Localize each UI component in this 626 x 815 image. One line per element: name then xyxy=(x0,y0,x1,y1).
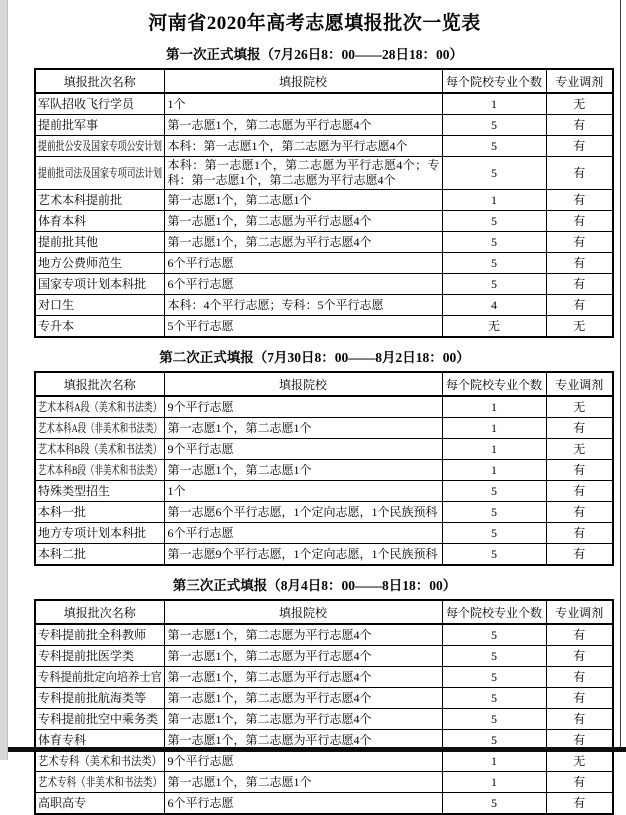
batch-name-text: 特殊类型招生 xyxy=(38,483,111,498)
table-cell: 5 xyxy=(442,688,546,709)
batch-name-text: 艺术本科A段（美术和书法类） xyxy=(38,399,162,414)
batch-name-text: 高职高专 xyxy=(38,795,87,810)
table-cell: 5 xyxy=(442,730,546,751)
column-header: 每个院校专业个数 xyxy=(442,69,546,93)
table-cell: 9个平行志愿 xyxy=(164,751,442,772)
table-cell: 有 xyxy=(546,624,613,646)
column-header: 填报批次名称 xyxy=(35,372,164,396)
table-row xyxy=(35,115,613,136)
table-cell: 5 xyxy=(442,211,546,232)
table-cell: 第一志愿1个，第二志愿为平行志愿4个 xyxy=(164,115,442,136)
table-cell: 5 xyxy=(442,502,546,523)
table-row xyxy=(35,93,613,115)
section-heading: 第二次正式填报（7月30日8：00——8月2日18：00） xyxy=(159,350,470,365)
table-cell: 1 xyxy=(442,751,546,772)
table-cell: 5 xyxy=(442,646,546,667)
table-header-row xyxy=(35,69,613,93)
table-cell: 第一志愿6个平行志愿，1个定向志愿，1个民族预科 xyxy=(164,502,442,523)
table-cell xyxy=(35,460,164,481)
table-row xyxy=(35,274,613,295)
table-cell: 第一志愿1个，第二志愿为平行志愿4个 xyxy=(164,688,442,709)
column-header: 填报批次名称 xyxy=(35,600,164,624)
table-row xyxy=(35,316,613,338)
table-cell: 无 xyxy=(546,316,613,338)
table-cell: 第一志愿1个，第二志愿1个 xyxy=(164,460,442,481)
table-row xyxy=(35,253,613,274)
table-cell: 5 xyxy=(442,253,546,274)
table-cell: 有 xyxy=(546,253,613,274)
table-row xyxy=(35,544,613,566)
batch-name-text: 地方公费师范生 xyxy=(38,255,123,270)
table-row xyxy=(35,481,613,502)
table-cell: 有 xyxy=(546,646,613,667)
batch-name-text: 体育专科 xyxy=(38,732,87,747)
table-cell: 第一志愿1个，第二志愿为平行志愿4个 xyxy=(164,667,442,688)
table-row xyxy=(35,439,613,460)
column-header: 填报院校 xyxy=(164,372,442,396)
document-page xyxy=(9,0,620,815)
table-cell: 有 xyxy=(546,667,613,688)
batch-table xyxy=(34,599,614,815)
table-row xyxy=(35,772,613,793)
table-row xyxy=(35,396,613,418)
batch-name-text: 体育本科 xyxy=(38,213,87,228)
table-cell xyxy=(35,136,164,157)
batch-name-text: 专科提前批空中乘务类 xyxy=(38,711,159,726)
batch-name-text: 专科提前批航海类等 xyxy=(38,690,147,705)
table-cell: 无 xyxy=(546,439,613,460)
table-cell: 1 xyxy=(442,772,546,793)
page-left-margin xyxy=(0,0,8,760)
batch-name-text: 专科提前批医学类 xyxy=(38,648,135,663)
table-cell: 有 xyxy=(546,502,613,523)
table-cell xyxy=(35,502,164,523)
batch-name-text: 军队招收飞行学员 xyxy=(38,96,135,111)
table-cell: 无 xyxy=(546,93,613,115)
table-cell: 5 xyxy=(442,481,546,502)
table-cell: 5 xyxy=(442,793,546,815)
batch-name-text: 对口生 xyxy=(38,297,75,312)
table-row xyxy=(35,502,613,523)
table-cell: 有 xyxy=(546,274,613,295)
table-cell: 1 xyxy=(442,418,546,439)
table-row xyxy=(35,460,613,481)
column-header: 每个院校专业个数 xyxy=(442,372,546,396)
table-cell: 有 xyxy=(546,295,613,316)
table-cell xyxy=(35,481,164,502)
table-cell xyxy=(35,316,164,338)
table-cell: 5 xyxy=(442,667,546,688)
batch-name-text: 专升本 xyxy=(38,318,75,333)
table-cell: 6个平行志愿 xyxy=(164,253,442,274)
table-cell: 有 xyxy=(546,232,613,253)
batch-name-text: 艺术专科（美术和书法类） xyxy=(38,753,163,768)
batch-name-text: 艺术本科B段（非美术和书法类） xyxy=(38,462,163,477)
table-row xyxy=(35,157,613,190)
table-cell: 6个平行志愿 xyxy=(164,274,442,295)
table-cell xyxy=(35,396,164,418)
table-row xyxy=(35,136,613,157)
table-cell xyxy=(35,688,164,709)
table-cell: 第一志愿1个，第二志愿为平行志愿4个 xyxy=(164,709,442,730)
table-row xyxy=(35,667,613,688)
table-cell: 5 xyxy=(442,544,546,566)
batch-name-text: 艺术专科（非美术和书法类） xyxy=(38,774,163,789)
table-cell xyxy=(35,439,164,460)
section-heading: 第一次正式填报（7月26日8：00——28日18：00） xyxy=(166,47,463,62)
batch-name-text: 本科二批 xyxy=(38,546,87,561)
page-right-border xyxy=(620,0,621,748)
table-row xyxy=(35,523,613,544)
table-cell xyxy=(35,793,164,815)
table-cell: 第一志愿1个，第二志愿为平行志愿4个 xyxy=(164,232,442,253)
batch-name-text: 提前批公安及国家专项公安计划 xyxy=(38,138,163,153)
table-row xyxy=(35,295,613,316)
table-cell xyxy=(35,523,164,544)
table-row xyxy=(35,211,613,232)
table-cell: 1 xyxy=(442,190,546,211)
table-row xyxy=(35,646,613,667)
page-bottom-border xyxy=(8,747,626,752)
table-cell: 无 xyxy=(546,751,613,772)
table-cell xyxy=(35,115,164,136)
table-cell: 第一志愿1个，第二志愿为平行志愿4个 xyxy=(164,646,442,667)
table-cell: 9个平行志愿 xyxy=(164,439,442,460)
batch-name-text: 艺术本科B段（美术和书法类） xyxy=(38,441,163,456)
table-cell: 有 xyxy=(546,523,613,544)
table-cell: 有 xyxy=(546,136,613,157)
table-cell xyxy=(35,544,164,566)
batch-name-text: 地方专项计划本科批 xyxy=(38,525,147,540)
batch-name-text: 提前批司法及国家专项司法计划 xyxy=(38,165,163,180)
table-cell: 有 xyxy=(546,730,613,751)
batch-name-text: 提前批军事 xyxy=(38,117,99,132)
table-cell: 第一志愿1个，第二志愿为平行志愿4个 xyxy=(164,211,442,232)
table-cell: 第一志愿1个，第二志愿为平行志愿4个 xyxy=(164,730,442,751)
sections-container xyxy=(9,43,620,815)
table-cell: 5 xyxy=(442,624,546,646)
column-header: 填报院校 xyxy=(164,69,442,93)
table-cell: 1 xyxy=(442,460,546,481)
table-cell xyxy=(35,667,164,688)
table-cell: 5 xyxy=(442,136,546,157)
batch-name-text: 提前批其他 xyxy=(38,234,99,249)
page-title: 河南省2020年高考志愿填报批次一览表 xyxy=(148,13,481,34)
table-cell xyxy=(35,646,164,667)
table-cell xyxy=(35,295,164,316)
table-cell: 5个平行志愿 xyxy=(164,316,442,338)
table-cell xyxy=(35,624,164,646)
table-cell: 有 xyxy=(546,772,613,793)
table-cell: 第一志愿1个，第二志愿1个 xyxy=(164,772,442,793)
table-cell xyxy=(35,157,164,190)
table-cell: 第一志愿9个平行志愿，1个定向志愿，1个民族预科 xyxy=(164,544,442,566)
batch-name-text: 专科提前批全科教师 xyxy=(38,627,147,642)
table-cell: 无 xyxy=(546,396,613,418)
table-cell: 6个平行志愿 xyxy=(164,523,442,544)
table-cell: 5 xyxy=(442,709,546,730)
table-cell: 1 xyxy=(442,396,546,418)
table-cell: 有 xyxy=(546,211,613,232)
table-cell xyxy=(35,274,164,295)
table-cell: 1个 xyxy=(164,481,442,502)
table-cell: 有 xyxy=(546,418,613,439)
table-row xyxy=(35,688,613,709)
table-cell xyxy=(35,93,164,115)
table-cell: 6个平行志愿 xyxy=(164,793,442,815)
table-cell: 有 xyxy=(546,460,613,481)
table-cell: 本科：4个平行志愿；专科：5个平行志愿 xyxy=(164,295,442,316)
table-cell xyxy=(35,253,164,274)
column-header: 填报院校 xyxy=(164,600,442,624)
table-cell xyxy=(35,190,164,211)
column-header: 专业调剂 xyxy=(546,69,613,93)
table-cell: 5 xyxy=(442,157,546,190)
batch-name-text: 国家专项计划本科批 xyxy=(38,276,147,291)
table-cell: 第一志愿1个，第二志愿1个 xyxy=(164,190,442,211)
table-cell: 有 xyxy=(546,688,613,709)
section-heading: 第三次正式填报（8月4日8：00——8日18：00） xyxy=(172,578,457,593)
table-cell xyxy=(35,232,164,253)
table-cell: 有 xyxy=(546,793,613,815)
table-header-row xyxy=(35,372,613,396)
table-cell: 有 xyxy=(546,709,613,730)
table-row xyxy=(35,751,613,772)
table-cell: 第一志愿1个，第二志愿为平行志愿4个 xyxy=(164,624,442,646)
table-cell xyxy=(35,709,164,730)
batch-name-text: 本科一批 xyxy=(38,504,87,519)
batch-name-text: 艺术本科提前批 xyxy=(38,192,123,207)
table-cell: 1个 xyxy=(164,93,442,115)
table-row xyxy=(35,418,613,439)
table-cell: 9个平行志愿 xyxy=(164,396,442,418)
table-row xyxy=(35,624,613,646)
batch-name-text: 艺术本科A段（非美术和书法类） xyxy=(38,420,162,435)
table-cell: 无 xyxy=(442,316,546,338)
table-cell: 5 xyxy=(442,232,546,253)
column-header: 专业调剂 xyxy=(546,372,613,396)
table-cell: 1 xyxy=(442,439,546,460)
table-cell: 5 xyxy=(442,523,546,544)
batch-table xyxy=(34,68,614,338)
column-header: 每个院校专业个数 xyxy=(442,600,546,624)
table-cell: 本科：第一志愿1个，第二志愿为平行志愿4个 xyxy=(164,136,442,157)
table-cell xyxy=(35,772,164,793)
table-row xyxy=(35,232,613,253)
table-cell: 5 xyxy=(442,115,546,136)
table-row xyxy=(35,793,613,815)
table-row xyxy=(35,190,613,211)
table-cell: 1 xyxy=(442,93,546,115)
table-cell: 有 xyxy=(546,157,613,190)
table-cell xyxy=(35,418,164,439)
batch-table xyxy=(34,371,614,566)
table-row xyxy=(35,709,613,730)
column-header: 专业调剂 xyxy=(546,600,613,624)
table-cell: 有 xyxy=(546,481,613,502)
table-cell: 5 xyxy=(442,274,546,295)
table-header-row xyxy=(35,600,613,624)
column-header: 填报批次名称 xyxy=(35,69,164,93)
table-cell: 有 xyxy=(546,115,613,136)
table-cell: 第一志愿1个，第二志愿1个 xyxy=(164,418,442,439)
table-cell xyxy=(35,211,164,232)
table-cell: 有 xyxy=(546,190,613,211)
batch-name-text: 专科提前批定向培养士官 xyxy=(38,669,163,684)
table-cell: 本科：第一志愿1个，第二志愿为平行志愿4个；专科：第一志愿1个，第二志愿为平行志愿4个 xyxy=(164,157,442,190)
table-cell xyxy=(35,751,164,772)
table-cell: 有 xyxy=(546,544,613,566)
table-cell: 4 xyxy=(442,295,546,316)
